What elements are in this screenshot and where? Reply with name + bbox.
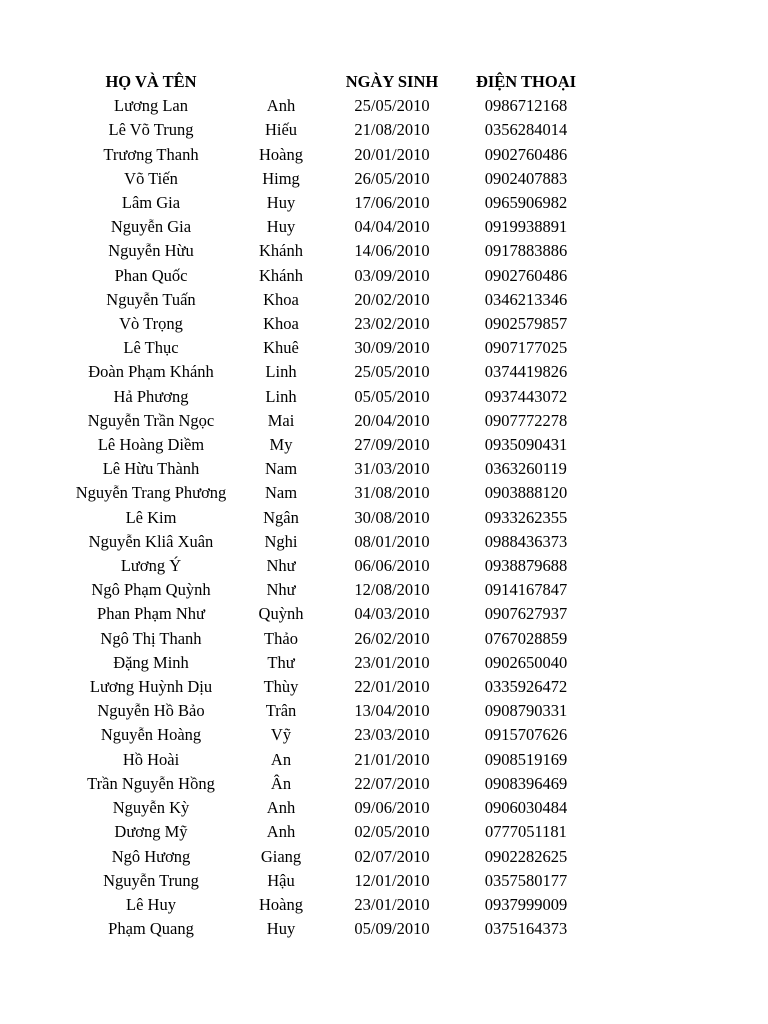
table-row bbox=[62, 820, 590, 844]
table-row bbox=[62, 893, 590, 917]
header-given-name bbox=[240, 70, 322, 94]
cell-given-name: Anh bbox=[266, 798, 296, 818]
cell-birth-date: 31/03/2010 bbox=[354, 459, 430, 479]
cell-birth-date: 06/06/2010 bbox=[354, 556, 430, 576]
cell-phone: 0907177025 bbox=[484, 338, 568, 358]
cell-given-name: Himg bbox=[262, 168, 300, 188]
table-row bbox=[62, 264, 590, 288]
cell-given-name: Linh bbox=[265, 362, 297, 382]
cell-phone: 0908790331 bbox=[484, 701, 568, 721]
cell-surname-middle: Nguyễn Trung bbox=[103, 870, 199, 890]
cell-phone: 0335926472 bbox=[484, 677, 568, 697]
cell-surname-middle: Ngô Hương bbox=[111, 846, 191, 866]
cell-given-name: Huy bbox=[266, 193, 296, 213]
cell-given-name: Hoàng bbox=[259, 894, 303, 914]
cell-given-name: Linh bbox=[265, 386, 297, 406]
cell-phone: 0903888120 bbox=[484, 483, 568, 503]
cell-surname-middle: Nguyễn Tuấn bbox=[106, 289, 196, 309]
cell-surname-middle: Vò Trọng bbox=[119, 314, 183, 334]
table-row bbox=[62, 675, 590, 699]
cell-given-name: Như bbox=[266, 556, 296, 576]
cell-given-name: Quỳnh bbox=[258, 604, 304, 624]
cell-phone: 0902282625 bbox=[484, 846, 568, 866]
cell-given-name: Giang bbox=[260, 846, 302, 866]
table-row bbox=[62, 796, 590, 820]
cell-surname-middle: Trần Nguyễn Hồng bbox=[87, 773, 215, 793]
cell-surname-middle: Nguyễn Trang Phương bbox=[75, 483, 227, 503]
cell-given-name: Ngân bbox=[263, 507, 299, 527]
cell-surname-middle: Lê Huy bbox=[126, 894, 176, 914]
cell-phone: 0902579857 bbox=[484, 314, 568, 334]
cell-birth-date: 09/06/2010 bbox=[354, 798, 430, 818]
table-row bbox=[62, 215, 590, 239]
cell-birth-date: 12/08/2010 bbox=[354, 580, 430, 600]
cell-phone: 0767028859 bbox=[484, 628, 568, 648]
cell-birth-date: 22/01/2010 bbox=[354, 677, 430, 697]
cell-birth-date: 04/03/2010 bbox=[354, 604, 430, 624]
cell-birth-date: 31/08/2010 bbox=[354, 483, 430, 503]
cell-given-name: Khánh bbox=[259, 241, 303, 261]
cell-surname-middle: Hả Phương bbox=[113, 386, 189, 406]
cell-birth-date: 23/02/2010 bbox=[354, 314, 430, 334]
cell-given-name: Nam bbox=[264, 483, 298, 503]
cell-birth-date: 20/01/2010 bbox=[354, 144, 430, 164]
cell-phone: 0914167847 bbox=[484, 580, 568, 600]
table-row bbox=[62, 845, 590, 869]
cell-surname-middle: Hồ Hoài bbox=[122, 749, 180, 769]
cell-surname-middle: Dương Mỹ bbox=[114, 822, 188, 842]
cell-phone: 0902407883 bbox=[484, 168, 568, 188]
cell-birth-date: 25/05/2010 bbox=[354, 96, 430, 116]
cell-given-name: Anh bbox=[266, 96, 296, 116]
cell-given-name: Khoa bbox=[263, 314, 299, 334]
table-row bbox=[62, 409, 590, 433]
cell-surname-middle: Lương Ý bbox=[120, 556, 182, 576]
cell-given-name: Ân bbox=[270, 773, 292, 793]
cell-phone: 0906030484 bbox=[484, 798, 568, 818]
cell-given-name: An bbox=[270, 749, 292, 769]
cell-phone: 0937999009 bbox=[484, 894, 568, 914]
cell-surname-middle: Phan Phạm Như bbox=[97, 604, 205, 624]
table-row bbox=[62, 336, 590, 360]
table-row bbox=[62, 360, 590, 384]
cell-surname-middle: Phạm Quang bbox=[108, 919, 194, 939]
cell-birth-date: 22/07/2010 bbox=[354, 773, 430, 793]
cell-birth-date: 05/09/2010 bbox=[354, 919, 430, 939]
table-row bbox=[62, 385, 590, 409]
student-table bbox=[62, 70, 590, 941]
cell-phone: 0938879688 bbox=[484, 556, 568, 576]
cell-given-name: Khoa bbox=[263, 289, 299, 309]
cell-phone: 0902760486 bbox=[484, 144, 568, 164]
cell-birth-date: 21/01/2010 bbox=[354, 749, 430, 769]
cell-phone: 0907772278 bbox=[484, 410, 568, 430]
cell-phone: 0346213346 bbox=[484, 289, 568, 309]
cell-phone: 0777051181 bbox=[485, 822, 567, 842]
table-row bbox=[62, 699, 590, 723]
cell-phone: 0908519169 bbox=[484, 749, 568, 769]
cell-phone: 0965906982 bbox=[484, 193, 568, 213]
cell-phone: 0907627937 bbox=[484, 604, 568, 624]
cell-given-name: Khánh bbox=[259, 265, 303, 285]
cell-surname-middle: Đoàn Phạm Khánh bbox=[88, 362, 214, 382]
cell-phone: 0908396469 bbox=[484, 773, 568, 793]
cell-given-name: Vỹ bbox=[270, 725, 292, 745]
cell-birth-date: 05/05/2010 bbox=[354, 386, 430, 406]
table-row bbox=[62, 143, 590, 167]
cell-surname-middle: Lê Hừu Thành bbox=[102, 459, 200, 479]
table-row bbox=[62, 748, 590, 772]
cell-surname-middle: Nguyễn Gia bbox=[110, 217, 192, 237]
cell-phone: 0915707626 bbox=[484, 725, 568, 745]
cell-phone: 0374419826 bbox=[484, 362, 568, 382]
cell-given-name: My bbox=[269, 435, 293, 455]
table-row bbox=[62, 506, 590, 530]
cell-surname-middle: Lương Huỳnh Dịu bbox=[89, 677, 213, 697]
cell-surname-middle: Ngô Phạm Quỳnh bbox=[91, 580, 211, 600]
table-row bbox=[62, 481, 590, 505]
cell-surname-middle: Phan Quốc bbox=[114, 265, 188, 285]
cell-given-name: Mai bbox=[267, 410, 295, 430]
cell-given-name: Huy bbox=[266, 919, 296, 939]
cell-birth-date: 25/05/2010 bbox=[354, 362, 430, 382]
table-row bbox=[62, 239, 590, 263]
table-row bbox=[62, 167, 590, 191]
cell-birth-date: 08/01/2010 bbox=[354, 531, 430, 551]
cell-surname-middle: Lê Thục bbox=[123, 338, 179, 358]
cell-given-name: Nam bbox=[264, 459, 298, 479]
cell-surname-middle: Nguyễn Hồ Bảo bbox=[97, 701, 205, 721]
cell-phone: 0917883886 bbox=[484, 241, 568, 261]
table-row bbox=[62, 457, 590, 481]
cell-given-name: Thảo bbox=[264, 628, 298, 648]
cell-surname-middle: Lê Hoàng Diềm bbox=[97, 435, 205, 455]
cell-surname-middle: Lê Võ Trung bbox=[108, 120, 194, 140]
cell-birth-date: 12/01/2010 bbox=[354, 870, 430, 890]
cell-phone: 0937443072 bbox=[484, 386, 568, 406]
cell-phone: 0363260119 bbox=[485, 459, 567, 479]
table-row bbox=[62, 917, 590, 941]
cell-birth-date: 04/04/2010 bbox=[354, 217, 430, 237]
cell-phone: 0356284014 bbox=[484, 120, 568, 140]
table-row bbox=[62, 118, 590, 142]
cell-phone: 0919938891 bbox=[484, 217, 568, 237]
cell-surname-middle: Nguyễn Kỳ bbox=[112, 798, 190, 818]
cell-given-name: Hoàng bbox=[259, 144, 303, 164]
cell-given-name: Anh bbox=[266, 822, 296, 842]
cell-given-name: Như bbox=[266, 580, 296, 600]
cell-birth-date: 21/08/2010 bbox=[354, 120, 430, 140]
cell-given-name: Hậu bbox=[267, 870, 295, 890]
table-row bbox=[62, 651, 590, 675]
cell-surname-middle: Nguyễn Trần Ngọc bbox=[87, 410, 215, 430]
cell-birth-date: 23/01/2010 bbox=[354, 652, 430, 672]
cell-surname-middle: Lê Kim bbox=[125, 507, 177, 527]
cell-given-name: Khuê bbox=[263, 338, 299, 358]
cell-given-name: Trân bbox=[265, 701, 297, 721]
cell-birth-date: 20/04/2010 bbox=[354, 410, 430, 430]
table-row bbox=[62, 578, 590, 602]
cell-surname-middle: Đặng Minh bbox=[113, 652, 189, 672]
cell-surname-middle: Ngô Thị Thanh bbox=[100, 628, 202, 648]
cell-phone: 0375164373 bbox=[484, 919, 568, 939]
cell-birth-date: 13/04/2010 bbox=[354, 701, 430, 721]
cell-birth-date: 14/06/2010 bbox=[354, 241, 430, 261]
table-row bbox=[62, 554, 590, 578]
cell-phone: 0902650040 bbox=[484, 652, 568, 672]
table-row bbox=[62, 869, 590, 893]
table-row bbox=[62, 530, 590, 554]
cell-given-name: Huy bbox=[266, 217, 296, 237]
table-row bbox=[62, 312, 590, 336]
cell-birth-date: 23/03/2010 bbox=[354, 725, 430, 745]
cell-birth-date: 02/05/2010 bbox=[354, 822, 430, 842]
cell-phone: 0357580177 bbox=[484, 870, 568, 890]
cell-birth-date: 02/07/2010 bbox=[354, 846, 430, 866]
cell-birth-date: 27/09/2010 bbox=[354, 435, 430, 455]
cell-surname-middle: Lương Lan bbox=[113, 96, 189, 116]
table-row bbox=[62, 433, 590, 457]
cell-phone: 0988436373 bbox=[484, 531, 568, 551]
cell-birth-date: 03/09/2010 bbox=[354, 265, 430, 285]
cell-surname-middle: Võ Tiến bbox=[124, 168, 178, 188]
cell-surname-middle: Lâm Gia bbox=[121, 193, 181, 213]
cell-birth-date: 20/02/2010 bbox=[354, 289, 430, 309]
header-birth-date: NGÀY SINH bbox=[345, 72, 439, 91]
cell-birth-date: 26/02/2010 bbox=[354, 628, 430, 648]
cell-phone: 0933262355 bbox=[484, 507, 568, 527]
header-row bbox=[62, 70, 590, 94]
cell-surname-middle: Nguyễn Hừu bbox=[108, 241, 194, 261]
cell-birth-date: 26/05/2010 bbox=[354, 168, 430, 188]
cell-phone: 0986712168 bbox=[484, 96, 568, 116]
table-body bbox=[62, 94, 590, 941]
table-row bbox=[62, 772, 590, 796]
table-row bbox=[62, 94, 590, 118]
cell-birth-date: 17/06/2010 bbox=[354, 193, 430, 213]
header-phone: ĐIỆN THOẠI bbox=[475, 72, 577, 91]
table-row bbox=[62, 602, 590, 626]
table-row bbox=[62, 723, 590, 747]
cell-given-name: Hiếu bbox=[264, 120, 298, 140]
cell-surname-middle: Nguyễn Kliâ Xuân bbox=[88, 531, 214, 551]
cell-phone: 0935090431 bbox=[484, 435, 568, 455]
cell-phone: 0902760486 bbox=[484, 265, 568, 285]
cell-surname-middle: Trương Thanh bbox=[103, 144, 199, 164]
cell-birth-date: 23/01/2010 bbox=[354, 894, 430, 914]
table-row bbox=[62, 288, 590, 312]
header-full-name: HỌ VÀ TÊN bbox=[105, 72, 197, 91]
cell-surname-middle: Nguyễn Hoàng bbox=[100, 725, 202, 745]
cell-birth-date: 30/09/2010 bbox=[354, 338, 430, 358]
table-row bbox=[62, 627, 590, 651]
cell-given-name: Nghi bbox=[264, 531, 298, 551]
cell-birth-date: 30/08/2010 bbox=[354, 507, 430, 527]
cell-given-name: Thùy bbox=[263, 677, 299, 697]
cell-given-name: Thư bbox=[267, 652, 295, 672]
table-row bbox=[62, 191, 590, 215]
